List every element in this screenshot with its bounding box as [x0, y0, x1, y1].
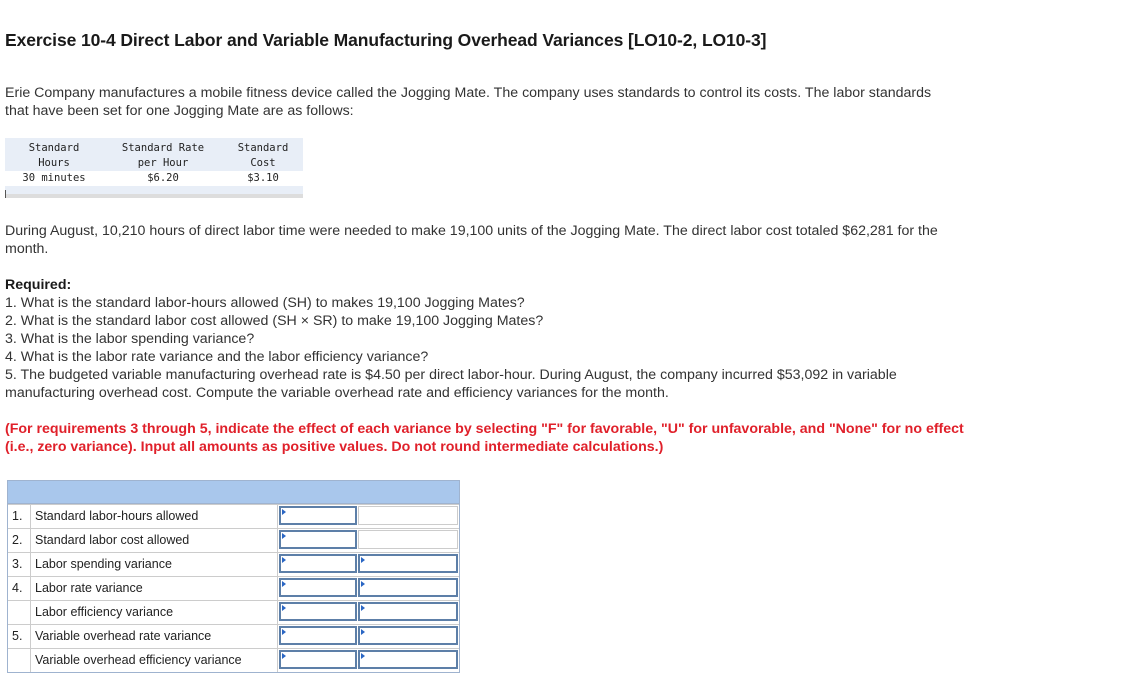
variable-overhead-rate-variance-input[interactable] [279, 626, 357, 645]
required-section [5, 276, 965, 402]
row-number: 3. [8, 553, 31, 576]
exercise-title: Exercise 10-4 Direct Labor and Variable Manufacturing Overhead Variances [LO10-2, LO10-3] [5, 30, 767, 50]
table-row [8, 552, 459, 576]
row-label: Variable overhead efficiency variance [32, 649, 278, 672]
variable-overhead-rate-effect-dropdown[interactable] [358, 626, 458, 645]
input-marker-icon [282, 509, 286, 515]
row-number: 2. [8, 529, 31, 552]
standard-cost-value: $3.10 [223, 171, 303, 186]
dropdown-marker-icon [361, 653, 365, 659]
labor-efficiency-effect-dropdown[interactable] [358, 602, 458, 621]
row-number: 4. [8, 577, 31, 600]
input-marker-icon [282, 605, 286, 611]
labor-rate-variance-input[interactable] [279, 578, 357, 597]
row-label: Labor spending variance [32, 553, 278, 576]
empty-cell [358, 530, 458, 549]
required-heading: Required: [5, 277, 72, 293]
table-row [8, 504, 459, 528]
dropdown-marker-icon [361, 629, 365, 635]
table-row [8, 624, 459, 648]
input-marker-icon [282, 557, 286, 563]
standard-labor-hours-input[interactable] [279, 506, 357, 525]
table-row [8, 648, 459, 672]
required-item-2: 2. What is the standard labor cost allowed (SH × SR) to make 19,100 Jogging Mates? [5, 313, 544, 329]
table-row [8, 576, 459, 600]
standard-hours-header-1: Standard [28, 142, 80, 154]
standard-cost-header-1: Standard [237, 142, 289, 154]
variable-overhead-efficiency-variance-input[interactable] [279, 650, 357, 669]
standard-hours-header-2: Hours [38, 157, 70, 169]
standard-cost-column [223, 141, 303, 186]
standard-cost-header-2: Cost [250, 157, 276, 169]
row-label: Standard labor-hours allowed [32, 505, 278, 528]
standard-labor-cost-input[interactable] [279, 530, 357, 549]
labor-efficiency-variance-input[interactable] [279, 602, 357, 621]
intro-paragraph: Erie Company manufactures a mobile fitness device called the Jogging Mate. The company uses standards to control its costs. The labor standards that have been set for one Jogging Mate are as follows: [5, 85, 932, 119]
labor-spending-effect-dropdown[interactable] [358, 554, 458, 573]
row-label: Labor rate variance [32, 577, 278, 600]
row-number [8, 601, 31, 624]
variable-overhead-efficiency-effect-dropdown[interactable] [358, 650, 458, 669]
input-marker-icon [282, 653, 286, 659]
standard-rate-header-1: Standard Rate [121, 142, 205, 154]
input-marker-icon [282, 581, 286, 587]
empty-cell [358, 506, 458, 525]
answer-table-header [8, 481, 459, 504]
table-row [8, 528, 459, 552]
row-number: 1. [8, 505, 31, 528]
input-marker-icon [282, 533, 286, 539]
row-label: Standard labor cost allowed [32, 529, 278, 552]
dropdown-marker-icon [361, 605, 365, 611]
required-item-1: 1. What is the standard labor-hours allowed (SH) to makes 19,100 Jogging Mates? [5, 295, 525, 311]
required-item-5: 5. The budgeted variable manufacturing overhead rate is $4.50 per direct labor-hour. During August, the company incurred $53,092 in variable manufacturing overhead cost. Compute the variable overhead rate and efficiency variances for the month. [5, 367, 897, 401]
row-number [8, 649, 31, 672]
dropdown-marker-icon [361, 581, 365, 587]
table-edge-marker [5, 190, 6, 198]
answer-table [7, 480, 460, 673]
row-label: Variable overhead rate variance [32, 625, 278, 648]
standard-rate-value: $6.20 [103, 171, 223, 186]
row-number: 5. [8, 625, 31, 648]
required-item-4: 4. What is the labor rate variance and the labor efficiency variance? [5, 349, 429, 365]
table-row [8, 600, 459, 624]
standard-rate-header-2: per Hour [137, 157, 189, 169]
labor-standards-table [5, 138, 303, 198]
labor-spending-variance-input[interactable] [279, 554, 357, 573]
august-data-paragraph: During August, 10,210 hours of direct labor time were needed to make 19,100 units of the Jogging Mate. The direct labor cost totaled $62,281 for the month. [5, 223, 938, 257]
standard-hours-column [5, 141, 103, 186]
input-marker-icon [282, 629, 286, 635]
dropdown-marker-icon [361, 557, 365, 563]
labor-rate-effect-dropdown[interactable] [358, 578, 458, 597]
row-label: Labor efficiency variance [32, 601, 278, 624]
instructions-note: (For requirements 3 through 5, indicate the effect of each variance by selecting "F" for favorable, "U" for unfavorable, and "None" for no effect (i.e., zero variance). Input all amounts as positive values. Do not round intermediate calculations.) [5, 421, 964, 455]
required-item-3: 3. What is the labor spending variance? [5, 331, 255, 347]
standard-hours-value: 30 minutes [5, 171, 103, 186]
standard-rate-column [103, 141, 223, 186]
